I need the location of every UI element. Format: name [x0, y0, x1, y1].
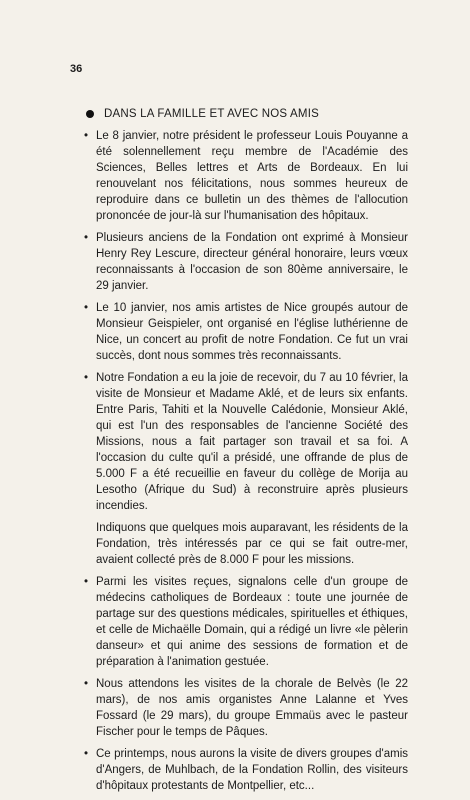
paragraph: Le 8 janvier, notre président le professeur Louis Pouyanne a été solennellement reçu membre de l'Académie des Sciences, Belles lettres et Arts de Bordeaux. En lui renouvelant nos félicitations, nous sommes heureux de reproduire dans ce bulletin un des thèmes de l'allocution prononcée de jour-là sur l'humanisation des hôpitaux. — [96, 130, 408, 222]
paragraph: Indiquons que quelques mois auparavant, les résidents de la Fondation, très intéressés par ce qui se fait outre-mer, avaient collecté près de 8.000 F pour les missions. — [96, 522, 408, 566]
section-heading — [86, 108, 319, 120]
bullet-icon: • — [84, 302, 89, 314]
bullet-icon: • — [84, 232, 89, 244]
bullet-icon: • — [84, 678, 89, 690]
list-item — [84, 370, 408, 568]
list-item — [84, 230, 408, 294]
paragraph: Parmi les visites reçues, signalons celle d'un groupe de médecins catholiques de Bordeaux : toute une journée de partage sur des questions médicales, spirituelles et éthiques, et celle de Michaëlle Domain, qui a rédigé un livre «le pèlerin danseur» et qui anime des sessions de formation et de préparation à l'animation gestuée. — [96, 576, 408, 668]
paragraph: Plusieurs anciens de la Fondation ont exprimé à Monsieur Henry Rey Lescure, directeur général honoraire, leurs vœux reconnaissants à l'occasion de son 80ème anniversaire, le 29 janvier. — [96, 232, 408, 292]
article-body — [84, 128, 408, 800]
list-item — [84, 676, 408, 740]
paragraph: Notre Fondation a eu la joie de recevoir, du 7 au 10 février, la visite de Monsieur et Madame Aklé, et de leurs six enfants. Entre Paris, Tahiti et la Nouvelle Calédonie, Monsieur Aklé, qui est l'un des responsables de l'ancienne Société des Missions, nous a fait partager son travail et sa foi. A l'occasion du culte qu'il a présidé, une offrande de plus de 5.000 F a été recueillie en faveur du collège de Morija au Lesotho (Afrique du Sud) à reconstruire après plusieurs incendies. — [96, 372, 408, 512]
list-item — [84, 746, 408, 794]
section-heading-text: DANS LA FAMILLE ET AVEC NOS AMIS — [104, 108, 319, 120]
list-item — [84, 300, 408, 364]
paragraph: Le 10 janvier, nos amis artistes de Nice groupés autour de Monsieur Geispieler, ont organisé en l'église luthérienne de Nice, un concert au profit de notre Fondation. Ce fut un vrai succès, dont nous sommes très reconnaissants. — [96, 302, 408, 362]
bullet-icon: • — [84, 372, 89, 384]
paragraph: Ce printemps, nous aurons la visite de divers groupes d'amis d'Angers, de Muhlbach, de la Fondation Rollin, des visiteurs d'hôpitaux protestants de Montpellier, etc... — [96, 748, 408, 792]
paragraph: Nous attendons les visites de la chorale de Belvès (le 22 mars), de nos amis organistes Anne Lalanne et Yves Fossard (le 29 mars), du groupe Emmaüs avec le pasteur Fischer pour le temps de Pâques. — [96, 678, 408, 738]
bullet-icon: • — [84, 748, 89, 760]
list-item — [84, 128, 408, 224]
list-item — [84, 574, 408, 670]
page-number: 36 — [70, 63, 83, 75]
bullet-icon: • — [84, 576, 89, 588]
bullet-icon: • — [84, 130, 89, 142]
bullet-icon — [86, 110, 94, 118]
